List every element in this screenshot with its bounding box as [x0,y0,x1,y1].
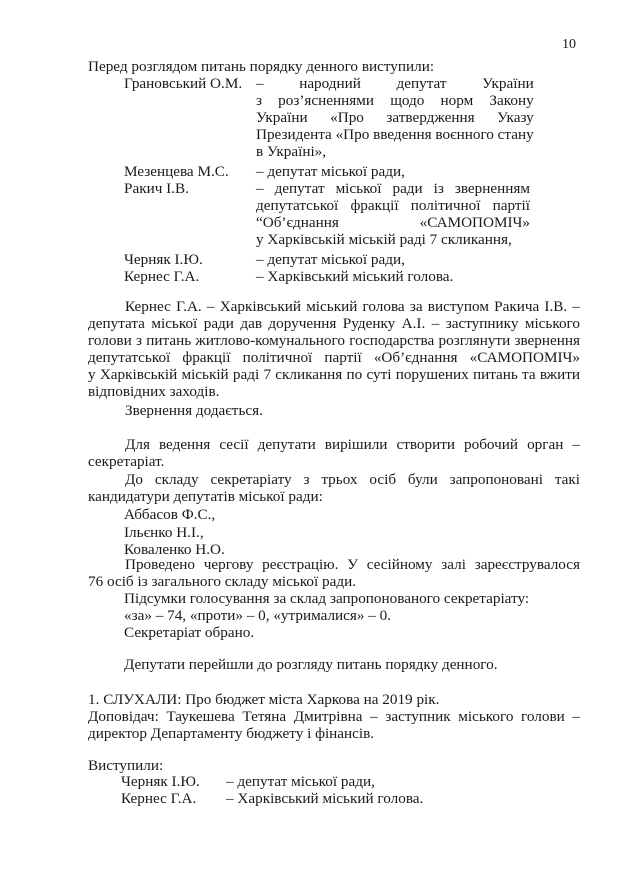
paragraph-line: кандидатури депутатів міської ради: [88,488,323,505]
speaker-name: Кернес Г.А. [121,790,197,807]
attached-note: Звернення додається. [125,402,263,419]
paragraph-secretariat [88,436,580,470]
paragraph-line: Проведено чергову реєстрацію. У сесійному залі зареєструвалося [125,556,580,573]
paragraph-line: депутатської фракції політичної партії «Об’єднання «САМОПОМІЧ» [88,349,580,366]
speaker-name: Черняк І.Ю. [121,773,200,790]
reporter-line: директор Департаменту бюджету і фінансів. [88,725,375,742]
speaker-description: – депутат міської ради, [226,773,375,790]
desc-line: депутатської фракції політичної партії [256,197,530,214]
speaker-entry [124,268,530,285]
vote-title: Підсумки голосування за склад запропонованого секретаріату: [124,590,530,607]
paragraph-line: Кернес Г.А. – Харківський міський голова за виступом Ракича І.В. – [125,298,580,315]
desc-line: з роз’ясненнями щодо норм Закону [256,92,534,109]
spoke-label: Виступили: [88,757,164,774]
speaker-entry [124,251,530,268]
desc-line: у Харківській міській раді 7 скликання, [256,231,512,248]
transition-line: Депутати перейшли до розгляду питань порядку денного. [124,656,498,673]
paragraph-candidates [88,471,580,505]
speaker-description [256,75,534,160]
desc-line: “Об’єднання «САМОПОМІЧ» [256,214,530,231]
speaker-description: – Харківський міський голова. [226,790,424,807]
reporter-block [88,708,580,742]
speaker-entry [124,75,534,160]
paragraph-registration [88,556,580,590]
speakers-list-1 [124,75,534,285]
candidates-list [124,506,424,559]
paragraph-line: 76 осіб із загального складу міської ради. [88,573,357,590]
speaker-entry [121,773,541,790]
paragraph-line: депутата міської ради дав доручення Руденку А.І. – заступнику міського [88,315,580,332]
reporter-line: Доповідач: Таукешева Тетяна Дмитрівна – заступник міського голови – [88,708,580,725]
speaker-description [256,180,530,248]
candidate-name: Ільєнко Н.І., [124,523,204,541]
speakers-list-2 [121,773,541,807]
speaker-name: Черняк І.Ю. [124,251,203,268]
speaker-description [256,268,530,285]
vote-block [124,590,580,641]
desc-line: – депутат міської ради із зверненням [256,180,530,197]
paragraph-line: голови з питань житлово-комунального господарства розглянути звернення [88,332,580,349]
paragraph-instruction [88,298,580,400]
page-number: 10 [562,37,576,52]
speaker-entry [121,790,541,807]
desc-line: – депутат міської ради, [256,163,405,180]
speaker-entry [124,180,530,248]
speaker-name: Ракич І.В. [124,180,189,197]
paragraph-line: Для ведення сесії депутати вирішили створити робочий орган – [125,436,580,453]
desc-line: – депутат міської ради, [256,251,405,268]
paragraph-line: відповідних заходів. [88,383,220,400]
paragraph-line: у Харківській міській раді 7 скликання по суті порушених питань та вжити [88,366,580,383]
paragraph-line: секретаріат. [88,453,165,470]
speaker-entry [124,163,530,180]
vote-result: «за» – 74, «проти» – 0, «утрималися» – 0. [124,607,392,624]
speaker-name: Мезенцева М.С. [124,163,229,180]
speaker-description [256,251,530,268]
candidate-name: Коваленко Н.О. [124,541,225,558]
speaker-description [256,163,530,180]
desc-line: – Харківський міський голова. [256,268,454,285]
desc-line: – народний депутат України [256,75,534,92]
desc-line: Президента «Про введення воєнного стану [256,126,534,143]
elected-line: Секретаріат обрано. [124,624,255,641]
desc-line: в Україні», [256,143,327,160]
agenda-item-1: 1. СЛУХАЛИ: Про бюджет міста Харкова на 2019 рік. [88,691,440,708]
candidate-name: Аббасов Ф.С., [124,506,216,523]
desc-line: України «Про затвердження Указу [256,109,534,126]
speaker-name: Грановський О.М. [124,75,243,92]
speaker-name: Кернес Г.А. [124,268,200,285]
paragraph-line: До складу секретаріату з трьох осіб були запропоновані такі [125,471,580,488]
intro-line: Перед розглядом питань порядку денного виступили: [88,58,435,75]
